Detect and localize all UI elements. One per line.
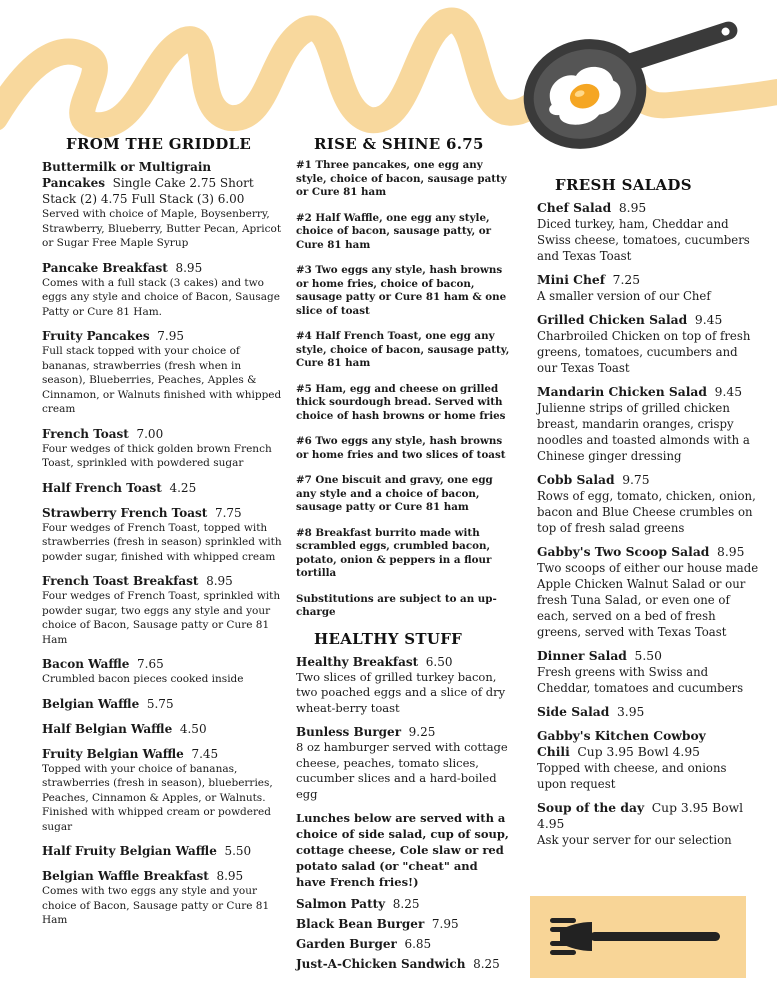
item-price: 6.50 [425, 654, 453, 669]
item-price: 7.75 [214, 505, 242, 520]
item-name: Mini Chef [537, 272, 606, 287]
item-name: Chef Salad [537, 200, 612, 215]
item-name: Pancake Breakfast [42, 260, 168, 275]
item-name: Fruity Pancakes [42, 329, 150, 343]
item-name: Gabby's Two Scoop Salad [537, 544, 710, 559]
item-price: 7.45 [191, 746, 219, 761]
menu-item [42, 746, 282, 835]
combo-item: #5 Ham, egg and cheese on grilled thick sourdough bread. Served with choice of hash browns or home fries [296, 382, 506, 422]
item-price: 8.95 [206, 574, 233, 588]
item-name: Half French Toast [42, 480, 162, 495]
menu-item [42, 505, 282, 565]
item-price: 8.25 [392, 897, 420, 911]
item-name: Strawberry French Toast [42, 505, 208, 520]
item-name: Belgian Waffle Breakfast [42, 869, 209, 883]
rise-title: RISE & SHINE 6.75 [314, 135, 484, 153]
menu-item [42, 260, 282, 320]
menu-item [296, 896, 511, 912]
item-name: Soup of the day [537, 800, 645, 815]
item-price: 7.00 [136, 426, 164, 441]
item-desc: A smaller version of our Chef [537, 289, 711, 303]
item-price: 6.85 [404, 937, 432, 951]
salads-title: FRESH SALADS [555, 176, 692, 194]
item-name: Fruity Belgian Waffle [42, 746, 184, 761]
item-price: 8.95 [216, 869, 244, 883]
menu-item [42, 426, 282, 471]
item-desc: Comes with two eggs any style and your choice of Bacon, Sausage patty or Cure 81 Ham [42, 885, 270, 926]
menu-item [296, 956, 511, 972]
item-price: 9.45 [714, 385, 743, 399]
menu-item [537, 384, 759, 464]
item-price: 8.25 [473, 957, 500, 971]
menu-item [42, 573, 282, 647]
item-price: 9.75 [622, 473, 650, 487]
menu-item [537, 728, 759, 792]
item-name: Healthy Breakfast [296, 654, 419, 669]
item-name: Pancakes [42, 176, 105, 190]
combo-item: #3 Two eggs any style, hash browns or home fries, choice of bacon, sausage patty or Cure 81 ham & one slice of toast [296, 264, 507, 317]
item-name: Bacon Waffle [42, 657, 130, 671]
item-desc: Four wedges of French Toast, sprinkled with powder sugar, two eggs any style and your choice of Bacon, Sausage patty or Cure 81 Ham [42, 590, 281, 646]
item-desc: 8 oz hamburger served with cottage cheese, peaches, tomato slices, cucumber slices and a hard-boiled egg [296, 740, 508, 801]
item-name: Salmon Patty [296, 897, 386, 911]
item-price: 8.95 [175, 260, 203, 275]
menu-item [537, 800, 759, 848]
menu-item [296, 936, 511, 952]
lunch-note: Lunches below are served with a choice of side salad, cup of soup, cottage cheese, Cole slaw or red potato salad (or "cheat" and have French fries!) [296, 811, 509, 889]
menu-item [537, 472, 759, 536]
item-desc: Two scoops of either our house made Apple Chicken Walnut Salad or our fresh Tuna Salad, or even one of each, served on a bed of fresh greens, served with Texas Toast [537, 561, 759, 639]
item-name: Dinner Salad [537, 648, 627, 663]
combo-item: #6 Two eggs any style, hash browns or home fries and two slices of toast [296, 435, 506, 461]
menu-item [296, 916, 511, 932]
item-desc: Full stack topped with your choice of bananas, strawberries (fresh when in season), Blueberries, Peaches, Apples & Cinnamon, or Walnuts finished with whipped cream [42, 345, 282, 415]
item-desc: Topped with your choice of bananas, strawberries (fresh in season), blueberries, Peaches, Cinnamon & Apples, or Walnuts. Finished with whipped cream or powdered sugar [42, 762, 273, 833]
item-price: 4.25 [169, 480, 197, 495]
substitution-note: Substitutions are subject to an up-charge [296, 592, 497, 618]
item-price: 7.95 [431, 917, 459, 931]
combo-item: #2 Half Waffle, one egg any style, choice of bacon, sausage patty, or Cure 81 ham [296, 211, 492, 251]
item-desc: Julienne strips of grilled chicken breast, mandarin oranges, crispy noodles and toasted almonds with a Chinese ginger dressing [537, 401, 750, 463]
menu-item [42, 480, 282, 496]
item-price: 8.95 [717, 545, 745, 559]
item-name: Grilled Chicken Salad [537, 312, 688, 327]
item-name: Half Belgian Waffle [42, 721, 173, 736]
menu-item [537, 200, 759, 264]
fork-panel [530, 896, 746, 978]
item-name: Cobb Salad [537, 472, 615, 487]
item-name: French Toast [42, 426, 129, 441]
item-desc: Topped with cheese, and onions upon request [537, 761, 727, 791]
item-name: Bunless Burger [296, 725, 402, 739]
item-price: 5.50 [634, 649, 662, 663]
menu-item [296, 724, 511, 802]
item-name: Half Fruity Belgian Waffle [42, 844, 217, 858]
menu-item [537, 272, 759, 304]
item-name: Gabby's Kitchen Cowboy [537, 728, 706, 743]
item-name: Black Bean Burger [296, 917, 425, 931]
item-price: Single Cake 2.75 Short Stack (2) 4.75 Full Stack (3) 6.00 [42, 176, 254, 206]
combo-item: #8 Breakfast burrito made with scrambled eggs, crumbled bacon, potato, onion & peppers in a flour tortilla [296, 526, 492, 579]
item-name: Side Salad [537, 704, 610, 719]
menu-item [42, 656, 282, 687]
item-price: 4.50 [179, 721, 207, 736]
item-desc: Four wedges of French Toast, topped with strawberries (fresh in season) sprinkled with powder sugar, finished with whipped cream [42, 521, 282, 563]
item-price: 9.45 [694, 313, 723, 327]
item-price: 7.25 [612, 273, 641, 287]
item-desc: Two slices of grilled turkey bacon, two poached eggs and a slice of dry wheat-berry toast [296, 669, 506, 715]
menu-item [42, 843, 282, 859]
item-price: 5.75 [146, 696, 174, 711]
menu-item [537, 648, 759, 696]
item-desc: Served with choice of Maple, Boysenberry, Strawberry, Blueberry, Butter Pecan, Apricot or Sugar Free Maple Syrup [42, 208, 282, 249]
fork-icon [530, 896, 746, 978]
item-price: 7.65 [137, 657, 164, 671]
menu-item [42, 868, 282, 928]
healthy-title: HEALTHY STUFF [314, 629, 463, 648]
item-desc: Rows of egg, tomato, chicken, onion, bacon and Blue Cheese crumbles on top of fresh salad greens [537, 489, 756, 535]
griddle-section [42, 135, 282, 937]
item-price: Cup 3.95 Bowl 4.95 [537, 801, 744, 831]
menu-item [537, 544, 759, 640]
griddle-title: FROM THE GRIDDLE [66, 135, 252, 153]
item-desc: Fresh greens with Swiss and Cheddar, tomatoes and cucumbers [537, 665, 744, 695]
combo-item: #4 Half French Toast, one egg any style, choice of bacon, sausage patty, Cure 81 ham [296, 330, 510, 369]
item-name: Just-A-Chicken Sandwich [296, 957, 466, 971]
rise-shine-section [296, 135, 511, 972]
item-desc: Charbroiled Chicken on top of fresh greens, tomatoes, cucumbers and our Texas Toast [537, 329, 751, 375]
item-price: 8.95 [618, 201, 647, 215]
item-desc: Diced turkey, ham, Cheddar and Swiss cheese, tomatoes, cucumbers and Texas Toast [537, 217, 750, 263]
menu-item [42, 721, 282, 737]
item-name: Buttermilk or Multigrain [42, 160, 212, 174]
item-name: Chili [537, 744, 570, 759]
menu-item [537, 704, 759, 720]
combo-item: #7 One biscuit and gravy, one egg any style and a choice of bacon, sausage patty or Cure 81 ham [296, 474, 493, 513]
item-name: Mandarin Chicken Salad [537, 384, 707, 399]
salads-section [537, 176, 759, 856]
item-price: 7.95 [157, 329, 184, 343]
item-name: Belgian Waffle [42, 696, 140, 711]
item-desc: Ask your server for our selection [537, 833, 732, 847]
item-name: Garden Burger [296, 937, 397, 951]
combo-item: #1 Three pancakes, one egg any style, choice of bacon, sausage patty or Cure 81 ham [296, 159, 507, 198]
item-price: 5.50 [224, 844, 252, 858]
item-price: 9.25 [408, 725, 436, 739]
item-desc: Four wedges of thick golden brown French Toast, sprinkled with powdered sugar [42, 442, 272, 469]
menu-item [42, 159, 282, 251]
menu-item [42, 328, 282, 417]
menu-item [537, 312, 759, 376]
item-desc: Comes with a full stack (3 cakes) and two eggs any style and choice of Bacon, Sausage Patty or Cure 81 Ham. [42, 276, 280, 318]
item-price: Cup 3.95 Bowl 4.95 [577, 745, 700, 759]
item-name: French Toast Breakfast [42, 574, 199, 588]
item-price: 3.95 [616, 705, 645, 719]
item-desc: Crumbled bacon pieces cooked inside [42, 673, 244, 685]
menu-item [42, 696, 282, 712]
menu-item [296, 654, 511, 717]
frying-pan-egg-icon [520, 14, 760, 154]
